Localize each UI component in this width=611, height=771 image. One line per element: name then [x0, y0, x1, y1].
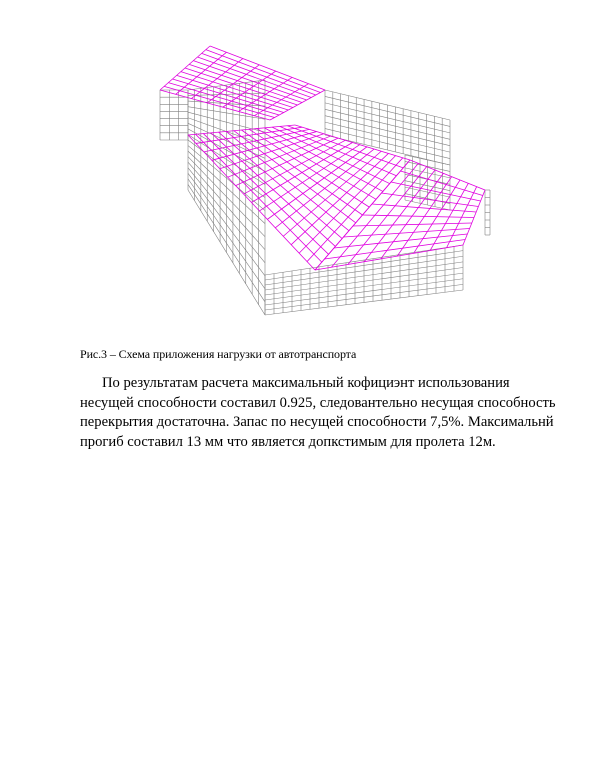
paragraph-line: прогиб составил 13 мм что является допкстимым для пролета 12м.	[80, 433, 496, 450]
paragraph-line: несущей способности составил 0.925, следовантельно несущая способность	[80, 394, 556, 411]
paragraph-line: перекрытия достаточна. Запас по несущей способности 7,5%. Максимальнй	[80, 414, 554, 431]
structure-mesh-figure	[150, 40, 495, 325]
fem-mesh-diagram	[150, 40, 495, 325]
paragraph-line: По результатам расчета максимальный кофициэнт использования	[102, 375, 510, 391]
figure-caption: Рис.3 – Схема приложения нагрузки от автотранспорта	[80, 347, 357, 361]
body-paragraph	[80, 374, 558, 452]
